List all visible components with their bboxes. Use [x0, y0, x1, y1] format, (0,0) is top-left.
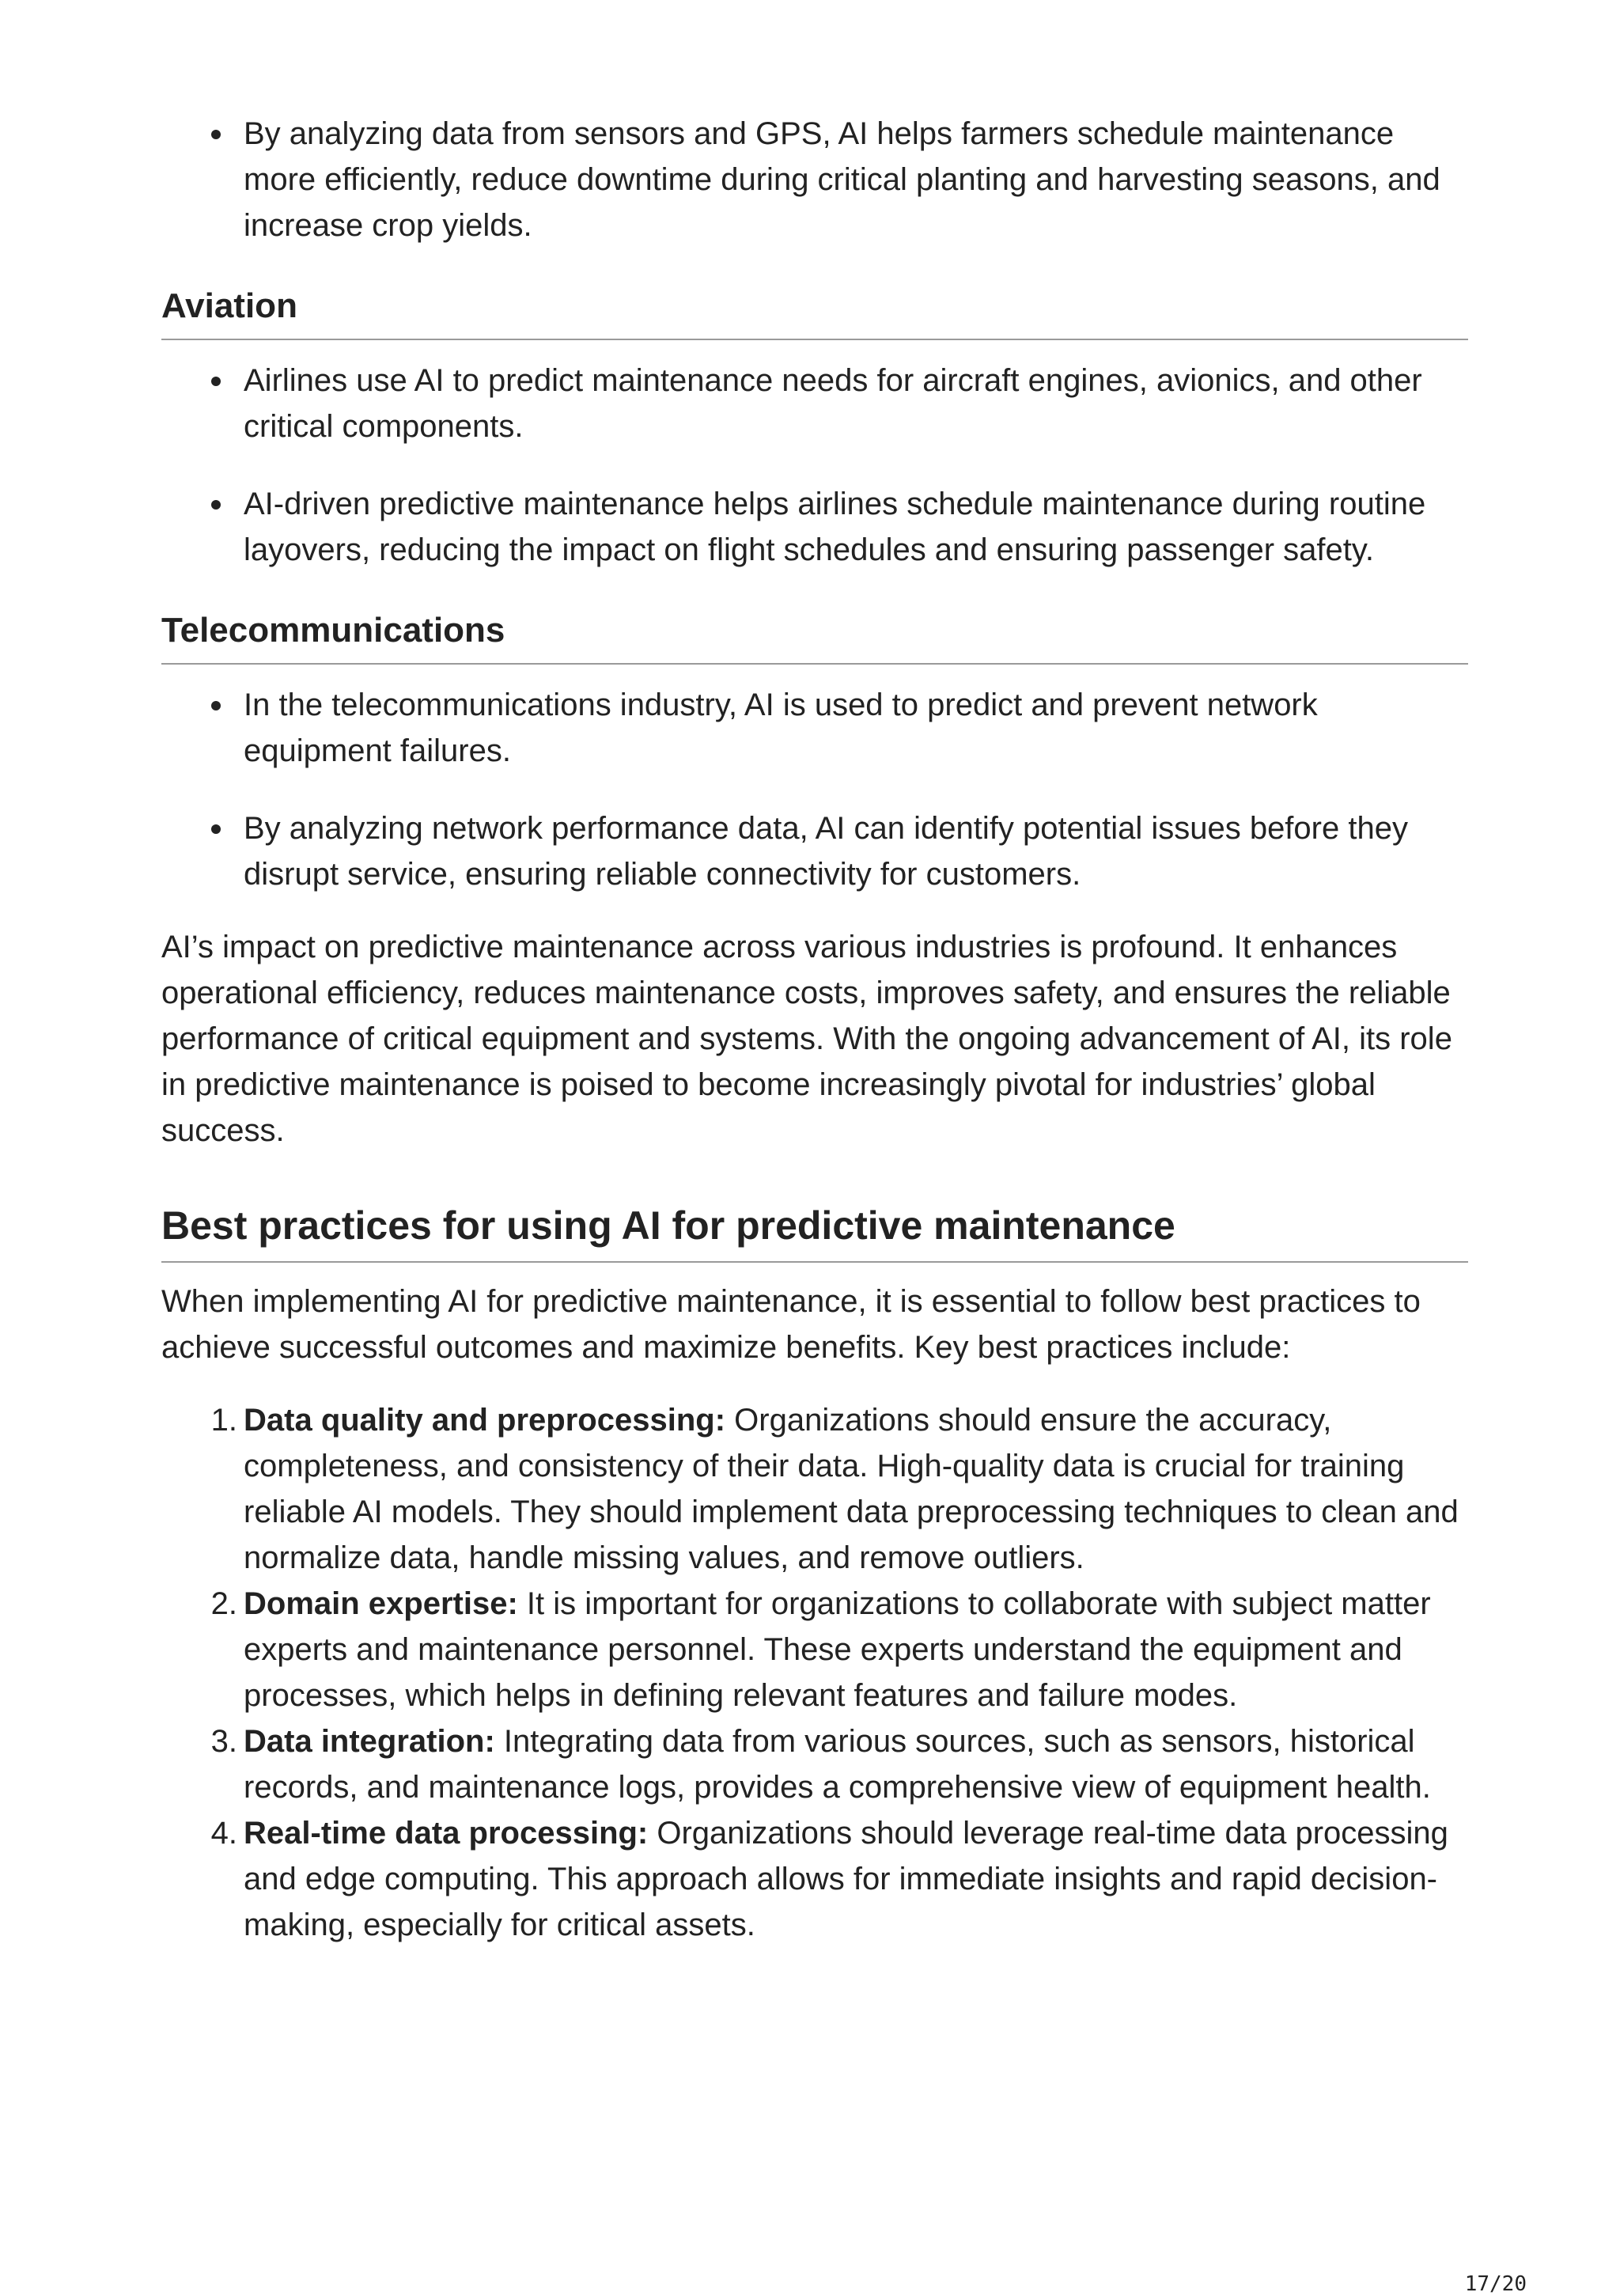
page-number: 17/20 — [1464, 2272, 1527, 2296]
summary-paragraph: AI’s impact on predictive maintenance across various industries is profound. It enhances operational efficiency, reduces maintenance costs, improves safety, and ensures the reliable performance of critical equipment and systems. With the ongoing advancement of AI, its role in predictive maintenance is poised to become increasingly pivotal for industries’ global success. — [161, 930, 1452, 1148]
intro-bullet-list — [161, 111, 1468, 248]
item-text: Organizations should ensure the accuracy, completeness, and consistency of their data. High-quality data is crucial for training reliable AI models. They should implement data preprocessing techniques to clean and normalize data, handle missing values, and remove outliers. — [244, 1403, 1459, 1575]
best-practices-list — [161, 1397, 1468, 1948]
item-title: Data quality and preprocessing: — [244, 1403, 726, 1438]
list-item: By analyzing network performance data, AI can identify potential issues before they disrupt service, ensuring reliable connectivity for customers. — [161, 805, 1468, 897]
list-item — [161, 1397, 1468, 1581]
item-text: It is important for organizations to collaborate with subject matter experts and maintenance personnel. These experts understand the equipment and processes, which helps in defining relevant features and failure modes. — [244, 1586, 1431, 1713]
telecom-bullet-list — [161, 682, 1468, 897]
list-item: AI-driven predictive maintenance helps airlines schedule maintenance during routine layovers, reducing the impact on flight schedules and ensuring passenger safety. — [161, 481, 1468, 573]
best-practices-intro: When implementing AI for predictive maintenance, it is essential to follow best practices to achieve successful outcomes and maximize benefits. Key best practices include: — [161, 1284, 1421, 1365]
best-practices-heading: Best practices for using AI for predictive maintenance — [161, 1201, 1468, 1263]
list-number: 3. — [210, 1724, 237, 1759]
aviation-bullet-list — [161, 358, 1468, 573]
list-item: Airlines use AI to predict maintenance needs for aircraft engines, avionics, and other critical components. — [161, 358, 1468, 449]
list-item — [161, 1718, 1468, 1810]
list-number: 1. — [210, 1403, 237, 1438]
item-text: Organizations should leverage real-time data processing and edge computing. This approach allows for immediate insights and rapid decision-making, especially for critical assets. — [244, 1816, 1448, 1942]
item-title: Data integration: — [244, 1724, 495, 1759]
item-title: Real-time data processing: — [244, 1816, 649, 1851]
list-item: In the telecommunications industry, AI is used to predict and prevent network equipment failures. — [161, 682, 1468, 774]
list-item — [161, 1810, 1468, 1948]
section-heading-aviation: Aviation — [161, 285, 1468, 340]
list-number: 2. — [210, 1586, 237, 1621]
list-item: By analyzing data from sensors and GPS, AI helps farmers schedule maintenance more efficiently, reduce downtime during critical planting and harvesting seasons, and increase crop yields. — [161, 111, 1468, 248]
section-heading-telecommunications: Telecommunications — [161, 609, 1468, 665]
item-title: Domain expertise: — [244, 1586, 518, 1621]
document-content — [161, 111, 1468, 1948]
item-text: Integrating data from various sources, such as sensors, historical records, and maintenance logs, provides a comprehensive view of equipment health. — [244, 1724, 1431, 1805]
list-number: 4. — [210, 1816, 237, 1851]
list-item — [161, 1581, 1468, 1718]
